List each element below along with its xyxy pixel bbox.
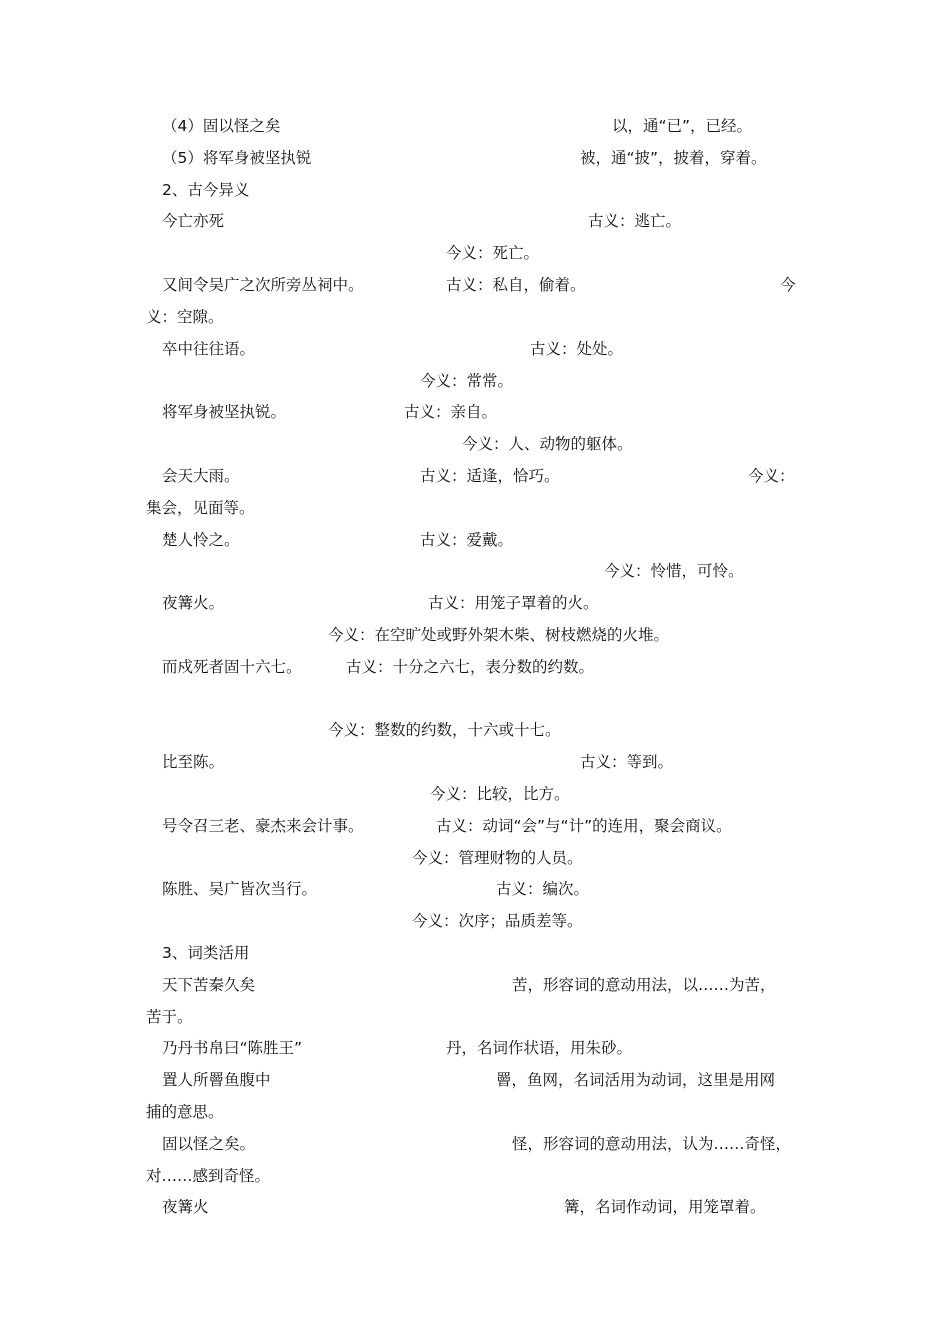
explanation: 怪，形容词的意动用法，认为……奇怪， — [512, 1135, 792, 1153]
section-heading: 3、词类活用 — [162, 944, 250, 962]
example-sentence: 卒中往往语。 — [162, 340, 256, 358]
explanation: 篝，名词作动词，用笼罩着。 — [564, 1198, 766, 1216]
example-sentence: 将军身被坚执锐。 — [162, 403, 287, 421]
example-sentence: 比至陈。 — [162, 753, 225, 771]
explanation: 以，通“已”，已经。 — [612, 117, 753, 135]
modern-meaning: 今义：比较，比方。 — [430, 785, 570, 803]
ancient-meaning: 古义：亲自。 — [404, 403, 498, 421]
example-sentence: 乃丹书帛曰“陈胜王” — [162, 1039, 303, 1057]
modern-meaning: 今义：常常。 — [420, 372, 514, 390]
ancient-meaning: 古义：私自，偷着。 — [446, 276, 586, 294]
example-sentence: 天下苦秦久矣 — [162, 976, 256, 994]
modern-meaning: 今义：在空旷处或野外架木柴、树枝燃烧的火堆。 — [328, 626, 670, 644]
modern-meaning: 今义：怜惜，可怜。 — [604, 562, 744, 580]
modern-meaning: 今义： — [748, 467, 795, 485]
example-sentence: 又间令吴广之次所旁丛祠中。 — [162, 276, 364, 294]
explanation: 苦，形容词的意动用法，以……为苦， — [512, 976, 776, 994]
modern-meaning: 今义：人、动物的躯体。 — [462, 435, 633, 453]
ancient-meaning: 古义：动词“会”与“计”的连用，聚会商议。 — [436, 817, 732, 835]
example-sentence: （4）固以怪之矣 — [162, 117, 281, 135]
example-sentence: 夜篝火。 — [162, 594, 225, 612]
explanation: 被，通“披”，披着，穿着。 — [580, 149, 767, 167]
modern-meaning: 集会，见面等。 — [146, 499, 255, 517]
ancient-meaning: 古义：用笼子罩着的火。 — [428, 594, 599, 612]
explanation: 罾，鱼网，名词活用为动词，这里是用网 — [496, 1071, 776, 1089]
explanation: 丹，名词作状语，用朱砂。 — [446, 1039, 633, 1057]
section-heading: 2、古今异义 — [162, 181, 250, 199]
example-sentence: 陈胜、吴广皆次当行。 — [162, 880, 318, 898]
example-sentence: 楚人怜之。 — [162, 531, 240, 549]
modern-meaning: 今 — [780, 276, 796, 294]
explanation: 对……感到奇怪。 — [146, 1167, 271, 1185]
example-sentence: 置人所罾鱼腹中 — [162, 1071, 271, 1089]
explanation: 苦于。 — [146, 1008, 193, 1026]
modern-meaning: 今义：次序；品质差等。 — [412, 912, 583, 930]
ancient-meaning: 古义：适逢，恰巧。 — [420, 467, 560, 485]
ancient-meaning: 古义：爱戴。 — [420, 531, 514, 549]
modern-meaning: 今义：整数的约数，十六或十七。 — [328, 721, 561, 739]
ancient-meaning: 古义：等到。 — [580, 753, 674, 771]
example-sentence: （5）将军身被坚执锐 — [162, 149, 312, 167]
explanation: 捕的意思。 — [146, 1103, 224, 1121]
example-sentence: 会天大雨。 — [162, 467, 240, 485]
ancient-meaning: 古义：处处。 — [530, 340, 624, 358]
modern-meaning: 今义：死亡。 — [446, 244, 540, 262]
example-sentence: 号令召三老、豪杰来会计事。 — [162, 817, 364, 835]
example-sentence: 固以怪之矣。 — [162, 1135, 256, 1153]
modern-meaning: 义：空隙。 — [146, 308, 224, 326]
example-sentence: 夜篝火 — [162, 1198, 209, 1216]
example-sentence: 而戍死者固十六七。 — [162, 658, 302, 676]
ancient-meaning: 古义：逃亡。 — [588, 212, 682, 230]
modern-meaning: 今义：管理财物的人员。 — [412, 849, 583, 867]
ancient-meaning: 古义：十分之六七，表分数的约数。 — [346, 658, 595, 676]
example-sentence: 今亡亦死 — [162, 212, 225, 230]
ancient-meaning: 古义：编次。 — [496, 880, 590, 898]
